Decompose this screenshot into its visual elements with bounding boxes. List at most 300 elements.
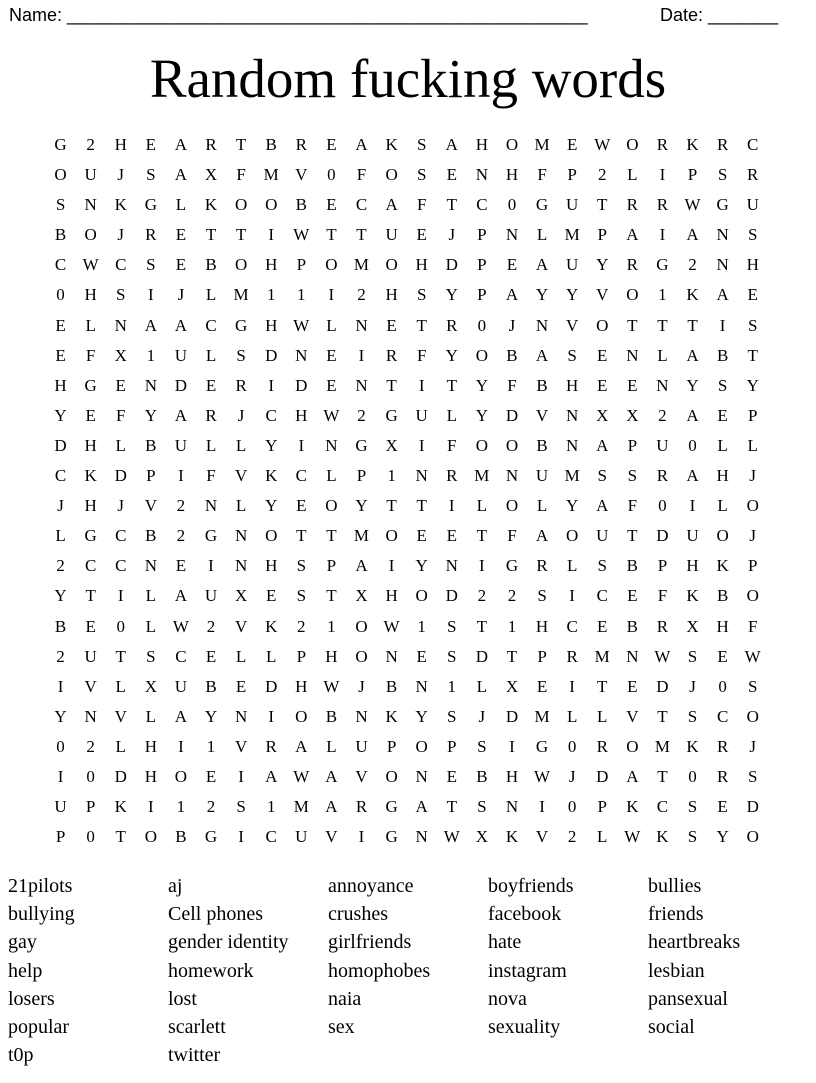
- grid-letter[interactable]: O: [475, 435, 489, 455]
- grid-letter[interactable]: W: [594, 135, 612, 154]
- grid-letter[interactable]: B: [54, 225, 68, 245]
- grid-letter[interactable]: M: [534, 706, 551, 726]
- grid-letter[interactable]: R: [265, 736, 278, 756]
- grid-letter[interactable]: U: [566, 255, 580, 275]
- grid-letter[interactable]: H: [265, 255, 279, 275]
- grid-letter[interactable]: L: [235, 646, 248, 666]
- grid-letter[interactable]: B: [295, 195, 308, 215]
- grid-letter[interactable]: S: [296, 556, 308, 576]
- grid-letter[interactable]: S: [687, 827, 699, 847]
- grid-letter[interactable]: S: [236, 797, 247, 817]
- grid-letter[interactable]: S: [416, 135, 428, 154]
- grid-letter[interactable]: E: [326, 195, 338, 215]
- grid-letter[interactable]: I: [479, 556, 486, 576]
- grid-letter[interactable]: J: [177, 285, 186, 305]
- grid-letter[interactable]: T: [356, 225, 368, 245]
- grid-letter[interactable]: T: [597, 195, 609, 215]
- grid-letter[interactable]: M: [353, 526, 371, 546]
- grid-letter[interactable]: A: [686, 405, 700, 425]
- grid-letter[interactable]: X: [596, 405, 610, 425]
- grid-letter[interactable]: 0: [86, 766, 96, 786]
- grid-letter[interactable]: U: [656, 435, 670, 455]
- grid-letter[interactable]: K: [385, 706, 399, 726]
- grid-letter[interactable]: L: [476, 496, 489, 516]
- grid-letter[interactable]: J: [117, 165, 126, 185]
- grid-letter[interactable]: R: [205, 405, 218, 425]
- grid-letter[interactable]: O: [596, 315, 610, 335]
- grid-letter[interactable]: P: [747, 405, 759, 425]
- grid-letter[interactable]: P: [146, 466, 157, 486]
- grid-letter[interactable]: F: [447, 435, 458, 455]
- grid-letter[interactable]: T: [386, 375, 398, 395]
- grid-letter[interactable]: 2: [357, 285, 367, 305]
- grid-letter[interactable]: U: [746, 195, 760, 215]
- grid-letter[interactable]: 1: [297, 285, 307, 305]
- grid-letter[interactable]: K: [686, 736, 700, 756]
- grid-letter[interactable]: 2: [56, 646, 66, 666]
- grid-letter[interactable]: M: [534, 135, 551, 154]
- grid-letter[interactable]: E: [597, 345, 609, 365]
- grid-letter[interactable]: D: [445, 255, 459, 275]
- grid-letter[interactable]: O: [626, 135, 640, 154]
- grid-letter[interactable]: H: [475, 135, 489, 154]
- grid-letter[interactable]: F: [416, 345, 428, 365]
- grid-letter[interactable]: J: [749, 466, 758, 486]
- grid-letter[interactable]: K: [686, 285, 700, 305]
- grid-letter[interactable]: Y: [54, 405, 68, 425]
- grid-letter[interactable]: E: [55, 345, 67, 365]
- grid-letter[interactable]: V: [626, 706, 640, 726]
- grid-letter[interactable]: 2: [86, 736, 96, 756]
- grid-letter[interactable]: L: [597, 706, 609, 726]
- grid-letter[interactable]: F: [507, 375, 518, 395]
- grid-letter[interactable]: 2: [176, 496, 187, 516]
- grid-letter[interactable]: O: [626, 285, 640, 305]
- grid-letter[interactable]: S: [146, 165, 157, 185]
- grid-letter[interactable]: R: [716, 736, 730, 756]
- grid-letter[interactable]: N: [355, 375, 369, 395]
- grid-letter[interactable]: I: [418, 375, 426, 395]
- grid-letter[interactable]: B: [175, 827, 188, 847]
- grid-letter[interactable]: P: [597, 797, 608, 817]
- grid-letter[interactable]: B: [476, 766, 489, 786]
- grid-letter[interactable]: T: [506, 646, 519, 666]
- grid-letter[interactable]: I: [238, 766, 245, 786]
- grid-letter[interactable]: C: [476, 195, 489, 215]
- grid-letter[interactable]: X: [505, 676, 520, 696]
- grid-letter[interactable]: C: [205, 315, 218, 335]
- grid-letter[interactable]: B: [716, 586, 730, 606]
- grid-letter[interactable]: R: [235, 375, 248, 395]
- grid-letter[interactable]: 2: [597, 165, 608, 185]
- grid-letter[interactable]: L: [536, 496, 549, 516]
- grid-letter[interactable]: G: [385, 405, 399, 425]
- grid-letter[interactable]: O: [505, 135, 520, 154]
- grid-letter[interactable]: B: [205, 676, 218, 696]
- grid-letter[interactable]: K: [385, 135, 399, 154]
- grid-letter[interactable]: D: [475, 646, 489, 666]
- grid-letter[interactable]: Y: [265, 496, 279, 516]
- grid-letter[interactable]: N: [566, 435, 580, 455]
- grid-letter[interactable]: X: [234, 586, 249, 606]
- grid-letter[interactable]: K: [686, 586, 700, 606]
- grid-letter[interactable]: R: [716, 766, 730, 786]
- grid-letter[interactable]: Y: [475, 375, 489, 395]
- grid-letter[interactable]: P: [447, 736, 458, 756]
- grid-letter[interactable]: T: [235, 225, 248, 245]
- grid-letter[interactable]: L: [205, 435, 218, 455]
- grid-letter[interactable]: V: [234, 616, 249, 636]
- grid-letter[interactable]: O: [505, 435, 520, 455]
- grid-letter[interactable]: I: [298, 435, 306, 455]
- grid-letter[interactable]: V: [234, 466, 249, 486]
- grid-letter[interactable]: K: [656, 827, 670, 847]
- grid-letter[interactable]: S: [597, 556, 608, 576]
- grid-letter[interactable]: W: [534, 766, 552, 786]
- grid-letter[interactable]: O: [54, 165, 68, 185]
- grid-letter[interactable]: U: [84, 165, 98, 185]
- grid-letter[interactable]: X: [385, 435, 399, 455]
- grid-letter[interactable]: I: [57, 766, 65, 786]
- grid-letter[interactable]: J: [508, 315, 517, 335]
- grid-letter[interactable]: C: [566, 616, 579, 636]
- grid-letter[interactable]: A: [295, 736, 309, 756]
- grid-letter[interactable]: S: [747, 315, 759, 335]
- grid-letter[interactable]: G: [54, 135, 68, 154]
- grid-letter[interactable]: U: [174, 676, 189, 696]
- grid-letter[interactable]: S: [447, 646, 458, 666]
- grid-letter[interactable]: E: [627, 676, 639, 696]
- grid-letter[interactable]: D: [596, 766, 610, 786]
- grid-letter[interactable]: S: [747, 225, 759, 245]
- grid-letter[interactable]: I: [147, 285, 155, 305]
- grid-letter[interactable]: X: [475, 827, 489, 847]
- grid-letter[interactable]: C: [265, 405, 278, 425]
- grid-letter[interactable]: T: [687, 315, 699, 335]
- grid-letter[interactable]: O: [385, 766, 399, 786]
- grid-letter[interactable]: O: [475, 345, 489, 365]
- grid-letter[interactable]: 0: [56, 285, 66, 305]
- grid-letter[interactable]: A: [686, 225, 700, 245]
- grid-letter[interactable]: A: [355, 135, 369, 154]
- grid-letter[interactable]: S: [146, 255, 157, 275]
- grid-letter[interactable]: E: [446, 165, 458, 185]
- grid-letter[interactable]: Y: [445, 285, 459, 305]
- grid-letter[interactable]: B: [145, 526, 158, 546]
- grid-letter[interactable]: O: [174, 766, 189, 786]
- grid-letter[interactable]: O: [746, 827, 760, 847]
- grid-letter[interactable]: V: [535, 405, 550, 425]
- grid-letter[interactable]: 0: [507, 195, 518, 215]
- grid-letter[interactable]: N: [505, 225, 520, 245]
- grid-letter[interactable]: B: [716, 345, 730, 365]
- grid-letter[interactable]: D: [174, 375, 189, 395]
- grid-letter[interactable]: L: [55, 526, 67, 546]
- grid-letter[interactable]: O: [265, 195, 279, 215]
- grid-letter[interactable]: H: [385, 586, 399, 606]
- grid-letter[interactable]: J: [448, 225, 457, 245]
- grid-letter[interactable]: A: [355, 556, 369, 576]
- grid-letter[interactable]: A: [535, 345, 550, 365]
- grid-letter[interactable]: A: [626, 766, 640, 786]
- grid-letter[interactable]: I: [659, 225, 667, 245]
- grid-letter[interactable]: U: [355, 736, 369, 756]
- grid-letter[interactable]: R: [656, 135, 670, 154]
- grid-letter[interactable]: N: [415, 676, 429, 696]
- grid-letter[interactable]: F: [747, 616, 759, 636]
- grid-letter[interactable]: D: [746, 797, 760, 817]
- grid-letter[interactable]: V: [234, 736, 249, 756]
- grid-letter[interactable]: R: [656, 195, 670, 215]
- grid-letter[interactable]: T: [446, 375, 458, 395]
- grid-letter[interactable]: 1: [417, 616, 427, 636]
- grid-letter[interactable]: L: [717, 435, 729, 455]
- grid-letter[interactable]: U: [204, 586, 219, 606]
- grid-letter[interactable]: T: [446, 797, 458, 817]
- grid-letter[interactable]: A: [174, 405, 189, 425]
- grid-letter[interactable]: 1: [266, 797, 277, 817]
- grid-letter[interactable]: 2: [297, 616, 307, 636]
- grid-letter[interactable]: T: [597, 676, 609, 696]
- grid-letter[interactable]: S: [116, 285, 127, 305]
- grid-letter[interactable]: N: [535, 315, 550, 335]
- grid-letter[interactable]: H: [385, 285, 399, 305]
- grid-letter[interactable]: S: [477, 736, 488, 756]
- grid-letter[interactable]: I: [238, 827, 245, 847]
- grid-letter[interactable]: A: [174, 315, 189, 335]
- grid-letter[interactable]: A: [174, 135, 189, 154]
- grid-letter[interactable]: V: [596, 285, 610, 305]
- grid-letter[interactable]: N: [626, 646, 640, 666]
- grid-letter[interactable]: T: [446, 195, 458, 215]
- grid-letter[interactable]: 0: [567, 736, 578, 756]
- grid-letter[interactable]: C: [175, 646, 188, 666]
- grid-letter[interactable]: W: [82, 255, 100, 275]
- grid-letter[interactable]: I: [178, 466, 185, 486]
- grid-letter[interactable]: X: [144, 676, 158, 696]
- grid-letter[interactable]: L: [205, 345, 218, 365]
- grid-letter[interactable]: Y: [566, 496, 580, 516]
- grid-letter[interactable]: T: [326, 526, 338, 546]
- grid-letter[interactable]: D: [445, 586, 459, 606]
- grid-letter[interactable]: K: [265, 616, 279, 636]
- grid-letter[interactable]: P: [687, 165, 699, 185]
- grid-letter[interactable]: S: [477, 797, 488, 817]
- grid-letter[interactable]: K: [265, 466, 279, 486]
- grid-letter[interactable]: A: [325, 766, 339, 786]
- grid-letter[interactable]: L: [235, 496, 248, 516]
- grid-letter[interactable]: V: [114, 706, 128, 726]
- grid-letter[interactable]: P: [477, 285, 488, 305]
- grid-letter[interactable]: G: [355, 435, 369, 455]
- grid-letter[interactable]: Y: [144, 405, 158, 425]
- grid-letter[interactable]: N: [716, 225, 730, 245]
- grid-letter[interactable]: 0: [116, 616, 126, 636]
- grid-letter[interactable]: N: [114, 315, 128, 335]
- grid-letter[interactable]: F: [507, 526, 518, 546]
- grid-letter[interactable]: Y: [415, 706, 429, 726]
- grid-letter[interactable]: E: [627, 375, 639, 395]
- grid-letter[interactable]: S: [416, 285, 428, 305]
- grid-letter[interactable]: 0: [718, 676, 728, 696]
- grid-letter[interactable]: Y: [686, 375, 700, 395]
- grid-letter[interactable]: G: [144, 195, 158, 215]
- grid-letter[interactable]: N: [716, 255, 730, 275]
- grid-letter[interactable]: H: [716, 466, 730, 486]
- grid-letter[interactable]: U: [596, 526, 610, 546]
- grid-letter[interactable]: O: [265, 526, 279, 546]
- grid-letter[interactable]: T: [115, 827, 127, 847]
- grid-letter[interactable]: D: [656, 676, 670, 696]
- grid-letter[interactable]: V: [144, 496, 158, 516]
- grid-letter[interactable]: X: [686, 616, 700, 636]
- grid-letter[interactable]: Y: [566, 285, 580, 305]
- grid-letter[interactable]: R: [295, 135, 308, 154]
- grid-letter[interactable]: E: [627, 586, 639, 606]
- grid-letter[interactable]: F: [356, 165, 368, 185]
- grid-letter[interactable]: S: [747, 766, 759, 786]
- grid-letter[interactable]: S: [537, 586, 548, 606]
- grid-letter[interactable]: E: [85, 616, 97, 636]
- grid-letter[interactable]: B: [626, 616, 639, 636]
- grid-letter[interactable]: E: [115, 375, 127, 395]
- grid-letter[interactable]: B: [54, 616, 68, 636]
- grid-letter[interactable]: N: [204, 496, 219, 516]
- grid-letter[interactable]: I: [719, 315, 727, 335]
- grid-letter[interactable]: A: [716, 285, 730, 305]
- grid-letter[interactable]: L: [326, 466, 338, 486]
- grid-letter[interactable]: 2: [477, 586, 488, 606]
- grid-letter[interactable]: C: [656, 797, 670, 817]
- grid-letter[interactable]: R: [355, 797, 369, 817]
- grid-letter[interactable]: A: [265, 766, 279, 786]
- grid-letter[interactable]: E: [235, 676, 248, 696]
- grid-letter[interactable]: G: [505, 556, 520, 576]
- grid-letter[interactable]: S: [747, 676, 759, 696]
- grid-letter[interactable]: U: [54, 797, 68, 817]
- grid-letter[interactable]: I: [328, 285, 336, 305]
- grid-letter[interactable]: V: [325, 827, 339, 847]
- grid-letter[interactable]: E: [266, 586, 278, 606]
- grid-letter[interactable]: W: [684, 195, 702, 215]
- grid-letter[interactable]: U: [566, 195, 580, 215]
- grid-letter[interactable]: C: [54, 255, 68, 275]
- grid-letter[interactable]: P: [477, 255, 488, 275]
- grid-letter[interactable]: C: [54, 466, 68, 486]
- grid-letter[interactable]: P: [85, 797, 97, 817]
- grid-letter[interactable]: 0: [658, 496, 668, 516]
- grid-letter[interactable]: J: [749, 736, 758, 756]
- grid-letter[interactable]: J: [117, 225, 126, 245]
- grid-letter[interactable]: P: [386, 736, 398, 756]
- grid-letter[interactable]: V: [84, 676, 98, 696]
- grid-letter[interactable]: O: [505, 496, 520, 516]
- grid-letter[interactable]: R: [446, 315, 459, 335]
- grid-letter[interactable]: O: [355, 616, 369, 636]
- grid-letter[interactable]: 2: [507, 586, 518, 606]
- grid-letter[interactable]: T: [235, 135, 248, 154]
- grid-letter[interactable]: I: [509, 736, 516, 756]
- grid-letter[interactable]: M: [564, 225, 581, 245]
- grid-letter[interactable]: S: [687, 797, 699, 817]
- grid-letter[interactable]: Y: [445, 345, 459, 365]
- grid-letter[interactable]: T: [657, 706, 669, 726]
- grid-letter[interactable]: T: [627, 315, 639, 335]
- grid-letter[interactable]: 0: [327, 165, 337, 185]
- grid-letter[interactable]: N: [234, 706, 249, 726]
- grid-letter[interactable]: 1: [266, 285, 277, 305]
- grid-letter[interactable]: 2: [206, 616, 217, 636]
- grid-letter[interactable]: E: [597, 375, 609, 395]
- grid-letter[interactable]: D: [114, 766, 128, 786]
- grid-letter[interactable]: K: [626, 797, 640, 817]
- grid-letter[interactable]: E: [296, 496, 308, 516]
- grid-letter[interactable]: E: [386, 315, 398, 335]
- grid-letter[interactable]: V: [566, 315, 580, 335]
- grid-letter[interactable]: E: [326, 345, 338, 365]
- grid-letter[interactable]: E: [747, 285, 759, 305]
- grid-letter[interactable]: A: [505, 285, 520, 305]
- grid-letter[interactable]: E: [597, 616, 609, 636]
- grid-letter[interactable]: U: [84, 646, 98, 666]
- grid-letter[interactable]: E: [717, 405, 729, 425]
- grid-letter[interactable]: U: [385, 225, 399, 245]
- grid-letter[interactable]: J: [689, 676, 697, 696]
- grid-letter[interactable]: O: [234, 195, 249, 215]
- grid-letter[interactable]: D: [54, 435, 68, 455]
- grid-letter[interactable]: E: [205, 375, 218, 395]
- grid-letter[interactable]: Y: [204, 706, 219, 726]
- grid-letter[interactable]: E: [85, 405, 97, 425]
- grid-letter[interactable]: E: [175, 255, 188, 275]
- grid-letter[interactable]: U: [174, 435, 189, 455]
- grid-letter[interactable]: H: [505, 766, 520, 786]
- grid-letter[interactable]: R: [596, 736, 609, 756]
- grid-letter[interactable]: L: [115, 435, 127, 455]
- grid-letter[interactable]: F: [627, 496, 639, 516]
- grid-letter[interactable]: H: [84, 435, 98, 455]
- grid-letter[interactable]: 0: [567, 797, 578, 817]
- grid-letter[interactable]: Y: [415, 556, 429, 576]
- grid-letter[interactable]: E: [145, 135, 158, 154]
- grid-letter[interactable]: G: [385, 827, 399, 847]
- grid-letter[interactable]: L: [266, 646, 278, 666]
- grid-letter[interactable]: I: [208, 556, 215, 576]
- grid-letter[interactable]: V: [355, 766, 369, 786]
- grid-letter[interactable]: I: [268, 375, 276, 395]
- grid-letter[interactable]: E: [416, 225, 428, 245]
- grid-letter[interactable]: L: [205, 285, 218, 305]
- grid-letter[interactable]: C: [747, 135, 760, 154]
- grid-letter[interactable]: R: [205, 135, 218, 154]
- grid-letter[interactable]: 1: [387, 466, 397, 486]
- grid-letter[interactable]: N: [505, 797, 520, 817]
- grid-letter[interactable]: F: [206, 466, 217, 486]
- grid-letter[interactable]: L: [566, 556, 579, 576]
- grid-letter[interactable]: T: [747, 345, 759, 365]
- grid-letter[interactable]: U: [174, 345, 189, 365]
- grid-letter[interactable]: L: [326, 315, 338, 335]
- grid-letter[interactable]: U: [686, 526, 700, 546]
- grid-letter[interactable]: V: [535, 827, 550, 847]
- grid-letter[interactable]: O: [234, 255, 249, 275]
- grid-letter[interactable]: H: [54, 375, 68, 395]
- grid-letter[interactable]: N: [144, 556, 158, 576]
- grid-letter[interactable]: Y: [746, 375, 760, 395]
- grid-letter[interactable]: I: [418, 435, 426, 455]
- grid-letter[interactable]: F: [537, 165, 548, 185]
- grid-letter[interactable]: C: [265, 827, 278, 847]
